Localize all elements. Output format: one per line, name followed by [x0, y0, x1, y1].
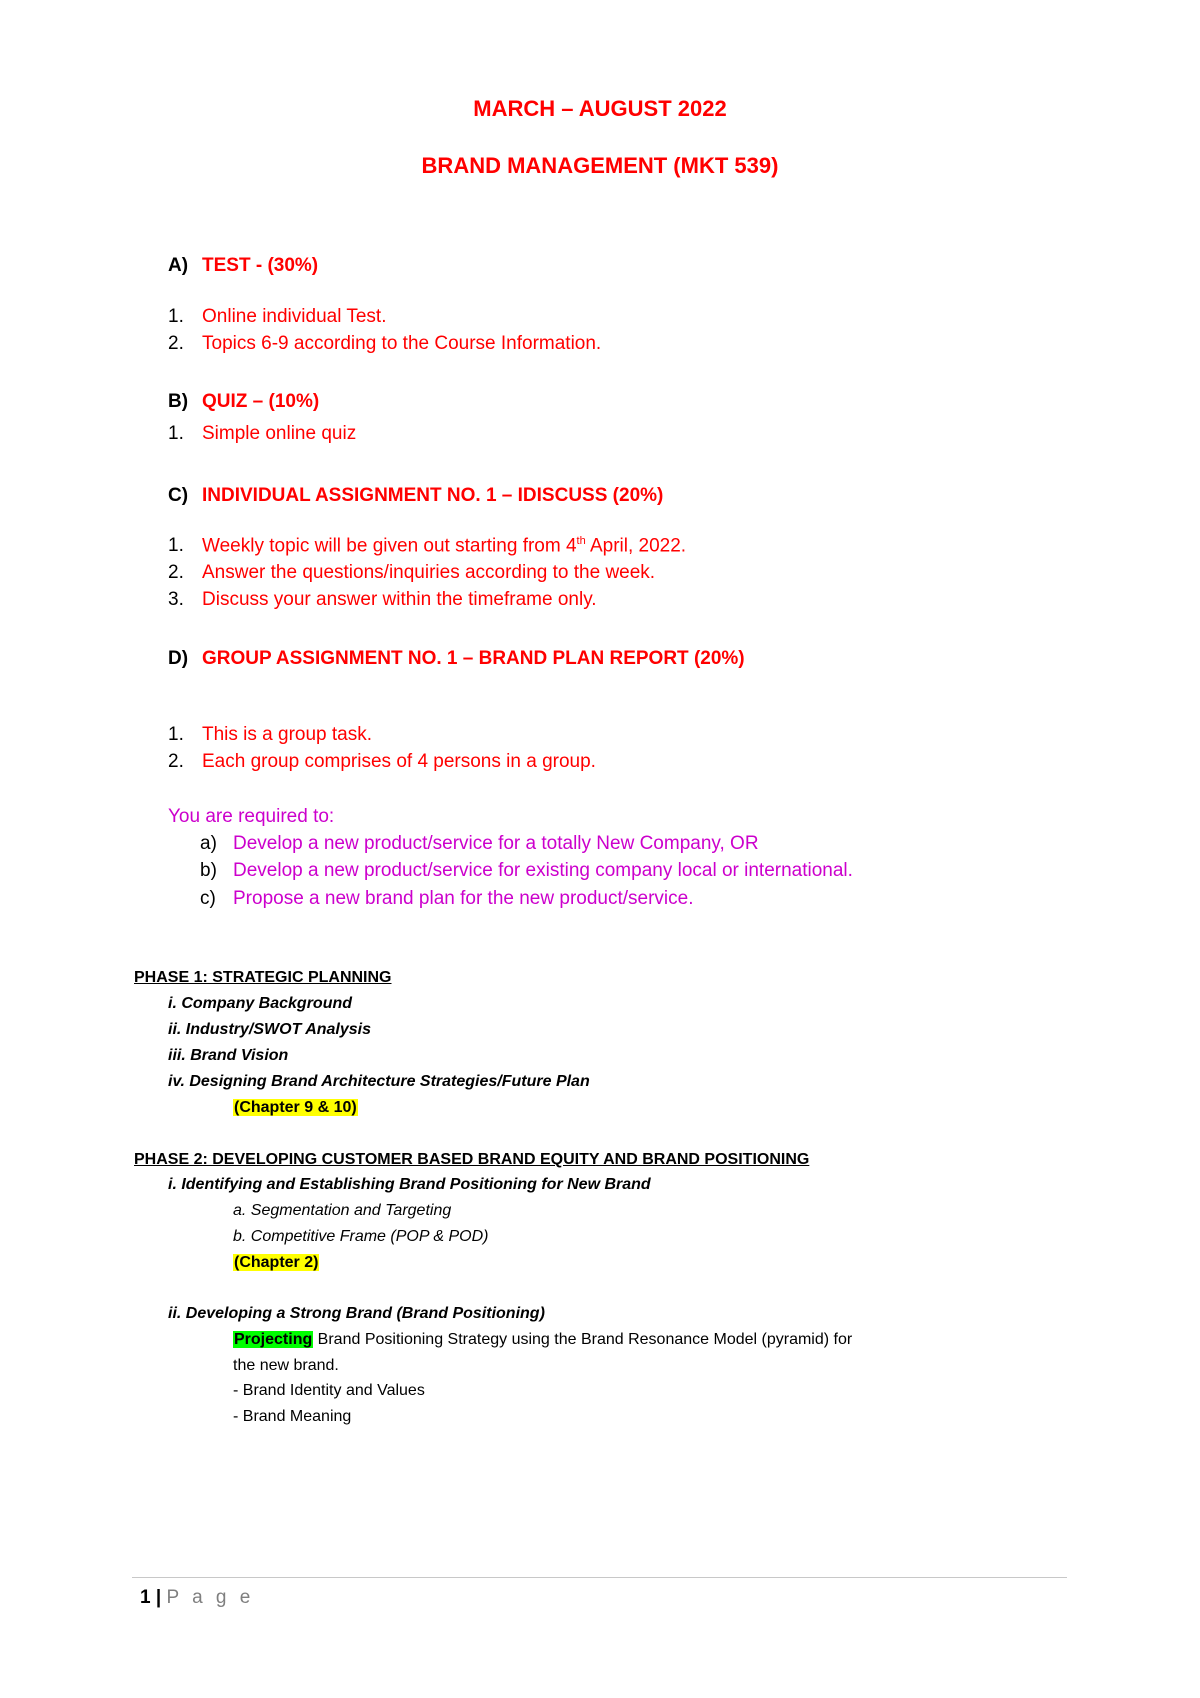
- required-label: b): [200, 860, 217, 881]
- section-c-heading: [168, 485, 664, 507]
- phase1-title: PHASE 1: STRATEGIC PLANNING: [134, 969, 392, 986]
- list-item-text: Online individual Test.: [202, 306, 387, 327]
- section-b-item-1: [168, 423, 357, 445]
- section-c-item-1: [168, 535, 687, 557]
- list-number: 2.: [168, 751, 184, 772]
- section-a-letter: A): [168, 255, 189, 276]
- required-item-a: [200, 833, 759, 855]
- projecting-highlight: Projecting: [234, 1331, 313, 1348]
- required-item-c: [200, 888, 694, 910]
- page-number: 1: [140, 1587, 151, 1608]
- section-d-item-1: [168, 724, 373, 746]
- chapter-highlight: (Chapter 2): [234, 1254, 319, 1271]
- page-title-period: MARCH – AUGUST 2022: [473, 96, 727, 121]
- phase2-bullet-1: - Brand Identity and Values: [233, 1382, 425, 1399]
- page-label: P a g e: [166, 1587, 255, 1608]
- phase2-bullet-2: - Brand Meaning: [233, 1408, 352, 1425]
- section-d-item-2: [168, 751, 596, 773]
- chapter-highlight: (Chapter 9 & 10): [234, 1099, 357, 1116]
- list-number: 1.: [168, 724, 184, 745]
- section-d-letter: D): [168, 648, 189, 669]
- phase2-sub1-item-b: b. Competitive Frame (POP & POD): [233, 1228, 489, 1245]
- required-text: Propose a new brand plan for the new product/service.: [233, 888, 694, 909]
- required-text: Develop a new product/service for existing company local or international.: [233, 860, 853, 881]
- section-b-heading: [168, 391, 320, 413]
- section-a-item-1: [168, 306, 387, 328]
- required-item-b: [200, 860, 853, 882]
- section-c-title: INDIVIDUAL ASSIGNMENT NO. 1 – IDISCUSS (20%): [202, 485, 664, 506]
- list-number: 1.: [168, 306, 184, 327]
- phase2-sub1-item-a: a. Segmentation and Targeting: [233, 1202, 452, 1219]
- list-item-text: Answer the questions/inquiries according to the week.: [202, 562, 656, 583]
- phase1-item-1: i. Company Background: [168, 995, 353, 1012]
- required-label: a): [200, 833, 217, 854]
- section-b-letter: B): [168, 391, 189, 412]
- section-c-letter: C): [168, 485, 189, 506]
- section-c-item-3: [168, 589, 597, 611]
- list-number: 3.: [168, 589, 184, 610]
- required-intro: You are required to:: [168, 806, 335, 827]
- list-number: 2.: [168, 333, 184, 354]
- required-label: c): [200, 888, 216, 909]
- list-item-text: Simple online quiz: [202, 423, 357, 444]
- phase1-item-4: iv. Designing Brand Architecture Strategies/Future Plan: [168, 1073, 590, 1090]
- phase1-item-2: ii. Industry/SWOT Analysis: [168, 1021, 371, 1038]
- list-item-text: Topics 6-9 according to the Course Information.: [202, 333, 602, 354]
- required-text: Develop a new product/service for a totally New Company, OR: [233, 833, 759, 854]
- footer-separator: |: [155, 1587, 162, 1608]
- section-a-title: TEST - (30%): [202, 255, 319, 276]
- phase1-item-3: iii. Brand Vision: [168, 1047, 289, 1064]
- list-number: 1.: [168, 535, 184, 556]
- section-a-heading: [168, 255, 319, 277]
- phase2-sub1-chapter: [233, 1254, 319, 1272]
- list-number: 2.: [168, 562, 184, 583]
- strategy-text: Brand Positioning Strategy using the Brand Resonance Model (pyramid) for: [313, 1331, 853, 1348]
- phase2-sub1: i. Identifying and Establishing Brand Positioning for New Brand: [168, 1176, 651, 1193]
- page-footer: [140, 1587, 254, 1609]
- section-d-title: GROUP ASSIGNMENT NO. 1 – BRAND PLAN REPORT (20%): [202, 648, 745, 669]
- section-c-item-2: [168, 562, 656, 584]
- phase1-chapter: [233, 1099, 358, 1117]
- section-a-item-2: [168, 333, 602, 355]
- page-title-course: BRAND MANAGEMENT (MKT 539): [421, 153, 779, 178]
- list-number: 1.: [168, 423, 184, 444]
- list-item-text: Discuss your answer within the timeframe only.: [202, 589, 597, 610]
- phase2-sub2: ii. Developing a Strong Brand (Brand Positioning): [168, 1305, 545, 1322]
- phase2-strategy-line: [233, 1331, 852, 1349]
- phase2-strategy-cont: the new brand.: [233, 1357, 339, 1374]
- section-b-title: QUIZ – (10%): [202, 391, 320, 412]
- list-item-text: This is a group task.: [202, 724, 373, 745]
- phase2-title: PHASE 2: DEVELOPING CUSTOMER BASED BRAND EQUITY AND BRAND POSITIONING: [134, 1151, 810, 1168]
- list-item-text: Each group comprises of 4 persons in a group.: [202, 751, 596, 772]
- list-item-text: Weekly topic will be given out starting from 4th April, 2022.: [202, 535, 687, 557]
- section-d-heading: [168, 648, 745, 670]
- footer-divider: [132, 1577, 1067, 1578]
